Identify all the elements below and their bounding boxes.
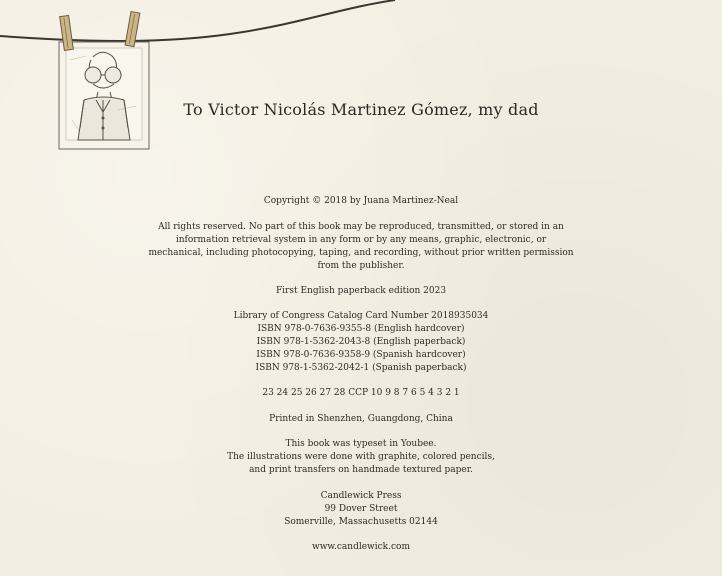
rights-line: information retrieval system in any form or by any means, graphic, electronic, or <box>175 235 547 245</box>
edition-line: First English paperback edition 2023 <box>275 286 447 296</box>
dedication: To Victor Nicolás Martinez Gómez, my dad <box>183 100 539 119</box>
catalog-number: Library of Congress Catalog Card Number 2018935034 <box>233 311 489 321</box>
typeset-line: and print transfers on handmade textured paper. <box>249 465 473 475</box>
printing-line-text: 23 24 25 26 27 28 CCP 10 9 8 7 6 5 4 3 2 1 <box>262 388 460 398</box>
printing-line <box>140 387 582 400</box>
isbn-line: ISBN 978-1-5362-2042-1 (Spanish paperback) <box>255 363 467 373</box>
clothesline-photo-illustration <box>0 0 722 160</box>
publisher-name: Candlewick Press <box>320 491 402 501</box>
catalog-info <box>140 310 582 375</box>
printed-in <box>140 413 582 426</box>
publisher-city: Somerville, Massachusetts 02144 <box>284 517 438 527</box>
copyright-line: Copyright © 2018 by Juana Martinez-Neal <box>263 196 459 206</box>
publisher-website <box>140 541 582 554</box>
rights-line: All rights reserved. No part of this book may be reproduced, transmitted, or stored in an <box>158 222 564 232</box>
isbn-line: ISBN 978-0-7636-9358-9 (Spanish hardcover) <box>256 350 466 360</box>
typeset-line: The illustrations were done with graphite, colored pencils, <box>227 452 495 462</box>
isbn-line: ISBN 978-0-7636-9355-8 (English hardcover) <box>257 324 465 334</box>
hanging-photo <box>59 42 149 149</box>
copyright-notice <box>140 195 582 208</box>
typeset-line: This book was typeset in Youbee. <box>285 439 437 449</box>
edition-notice <box>140 285 582 298</box>
rights-statement <box>140 221 582 273</box>
publisher-street: 99 Dover Street <box>324 504 398 514</box>
rights-line: mechanical, including photocopying, taping, and recording, without prior written permission <box>148 248 574 258</box>
isbn-line: ISBN 978-1-5362-2043-8 (English paperback) <box>256 337 466 347</box>
publisher-address <box>140 490 582 529</box>
rights-line: from the publisher. <box>317 261 405 271</box>
typeset-info <box>140 438 582 477</box>
printed-in-line: Printed in Shenzhen, Guangdong, China <box>269 414 453 424</box>
clothesline <box>0 0 395 41</box>
website-link: www.candlewick.com <box>311 542 410 552</box>
